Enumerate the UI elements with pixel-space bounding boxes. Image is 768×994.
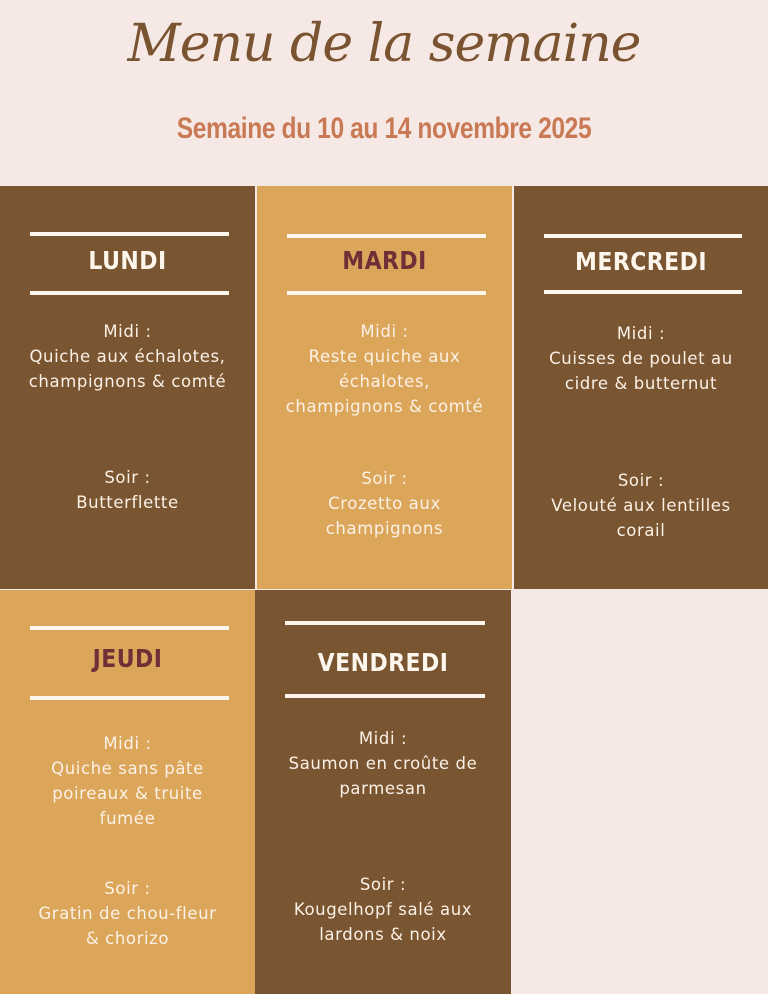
dinner-dish-line: Kougelhopf salé aux	[293, 900, 473, 919]
lunch-label: Midi :	[103, 734, 152, 753]
lunch-label: Midi :	[360, 322, 409, 341]
divider-bottom	[30, 696, 229, 700]
lunch-block	[263, 319, 506, 419]
dinner-label: Soir :	[104, 879, 151, 898]
lunch-dish-line: Saumon en croûte de	[288, 754, 478, 773]
dinner-label: Soir :	[359, 875, 407, 894]
dinner-dish-line: champignons	[325, 519, 444, 538]
divider-top	[544, 234, 742, 238]
dinner-dish-line: Crozetto aux	[328, 494, 441, 513]
lunch-dish-line: fumée	[99, 809, 156, 828]
day-card-lundi	[0, 186, 255, 589]
divider-top	[285, 621, 485, 625]
day-card-mercredi	[514, 186, 768, 589]
dinner-block	[6, 465, 249, 515]
dinner-label: Soir :	[617, 471, 665, 490]
week-subtitle: Semaine du 10 au 14 novembre 2025	[176, 112, 592, 145]
dinner-block	[263, 466, 506, 541]
lunch-dish-line: échalotes,	[339, 372, 430, 391]
lunch-dish-line: parmesan	[339, 779, 427, 798]
lunch-dish-line: champignons & comté	[285, 397, 484, 416]
lunch-block	[261, 726, 505, 801]
divider-top	[30, 626, 229, 630]
dinner-dish-line: lardons & noix	[319, 925, 447, 944]
dinner-label: Soir :	[361, 469, 408, 488]
dinner-block	[520, 468, 762, 543]
lunch-label: Midi :	[616, 324, 666, 343]
divider-bottom	[285, 694, 485, 698]
dinner-dish-line: corail	[616, 521, 666, 540]
day-title: JEUDI	[92, 644, 163, 673]
day-card-jeudi	[0, 590, 255, 994]
divider-bottom	[30, 291, 229, 295]
lunch-dish-line: Reste quiche aux	[308, 347, 461, 366]
divider-top	[30, 232, 229, 236]
dinner-dish-line: & chorizo	[85, 929, 170, 948]
lunch-dish-line: champignons & comté	[28, 372, 227, 391]
dinner-block	[261, 872, 505, 947]
day-card-vendredi	[255, 590, 511, 994]
lunch-block	[520, 321, 762, 396]
lunch-dish-line: poireaux & truite	[52, 784, 203, 803]
day-title: VENDREDI	[317, 648, 449, 677]
lunch-label: Midi :	[103, 322, 152, 341]
lunch-dish-line: cidre & butternut	[564, 374, 718, 393]
day-title: LUNDI	[88, 246, 167, 275]
divider-bottom	[544, 290, 742, 294]
day-card-mardi	[257, 186, 512, 589]
divider-top	[287, 234, 486, 238]
day-title: MARDI	[342, 246, 427, 275]
lunch-block	[6, 319, 249, 394]
lunch-dish-line: Quiche aux échalotes,	[29, 347, 226, 366]
dinner-dish-line: Gratin de chou-fleur	[38, 904, 217, 923]
lunch-block	[6, 731, 249, 831]
lunch-label: Midi :	[358, 729, 408, 748]
day-title: MERCREDI	[575, 247, 707, 276]
dinner-block	[6, 876, 249, 951]
divider-bottom	[287, 291, 486, 295]
dinner-dish-line: Butterflette	[76, 493, 179, 512]
dinner-dish-line: Velouté aux lentilles	[551, 496, 731, 515]
lunch-dish-line: Cuisses de poulet au	[549, 349, 733, 368]
dinner-label: Soir :	[104, 468, 151, 487]
lunch-dish-line: Quiche sans pâte	[51, 759, 204, 778]
page-title: Menu de la semaine	[127, 14, 641, 74]
